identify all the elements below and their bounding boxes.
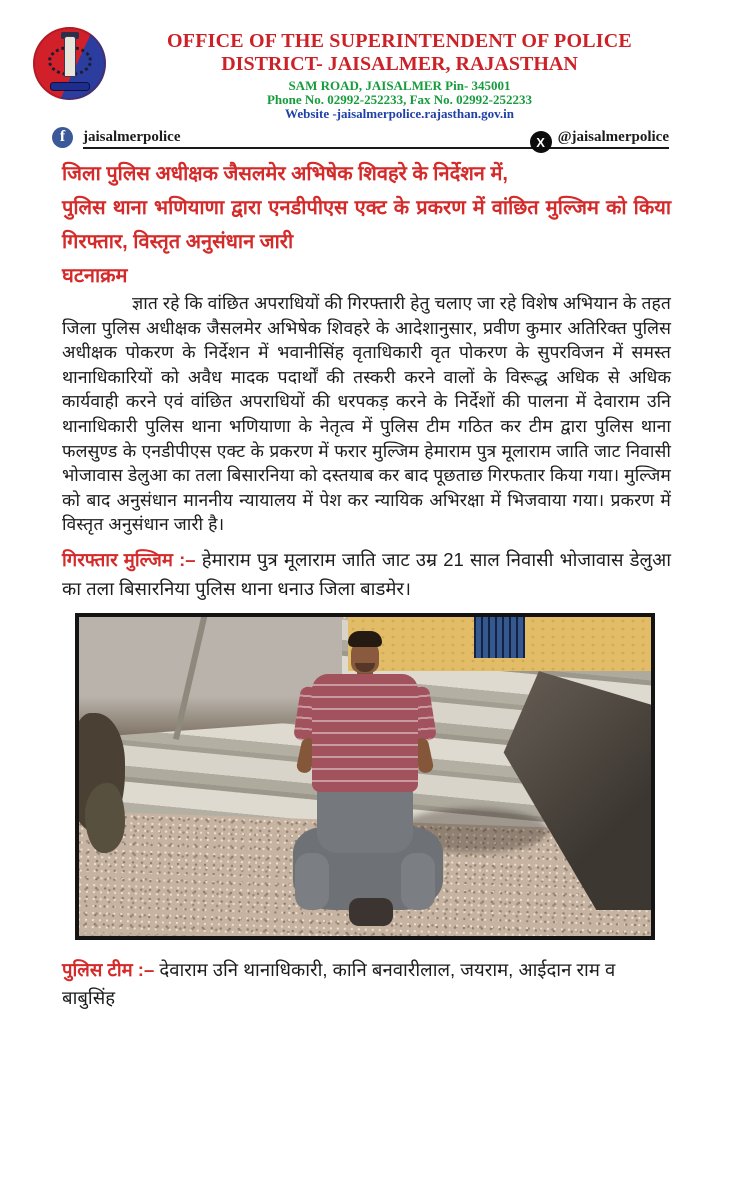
person-right-knee: [401, 853, 435, 910]
person-left-knee: [295, 853, 329, 910]
arrested-accused-label: गिरफ्तार मुल्जिम :–: [62, 548, 196, 570]
facebook-icon[interactable]: f: [52, 127, 73, 148]
accused-photo: [75, 613, 655, 940]
person-foot: [349, 898, 393, 927]
letterhead-text: [0, 29, 729, 121]
logo-pillar: [64, 36, 76, 77]
office-title-line1: OFFICE OF THE SUPERINTENDENT OF POLICE: [167, 30, 632, 52]
social-divider-line: [83, 125, 669, 149]
arrested-accused-text: हेमाराम पुत्र मूलाराम जाति जाट उम्र 21 साल निवासी भोजावास डेलुआ का तला बिसारनिया पुलिस थाना धनाउ जिला बाडमेर।: [62, 548, 671, 599]
person-striped-tshirt: [312, 674, 418, 792]
x-twitter-handle[interactable]: @jaisalmerpolice: [557, 129, 669, 145]
arrested-accused-section: [62, 545, 671, 603]
office-phone-fax: Phone No. 02992-252233, Fax No. 02992-252233: [266, 92, 533, 107]
photo-blue-window-grille: [474, 617, 525, 658]
person-trousers: [317, 783, 413, 853]
police-team-text: देवाराम उनि थानाधिकारी, कानि बनवारीलाल, जयराम, आईदान राम व बाबुसिंह: [62, 958, 616, 1008]
events-paragraph: ज्ञात रहे कि वांछित अपराधियों की गिरफ्तारी हेतु चलाए जा रहे विशेष अभियान के तहत जिला पुलिस अधीक्षक जैसलमेर अभिषेक शिवहरे के आदेशानुसार, प्रवीण कुमार अतिरिक्त पुलिस अधीक्षक पोकरण के निर्देशन में भवानीसिंह वृताधिकारी वृत पोकरण के सुपरविजन में समस्त थानाधिकारियों को अवैध मादक पदार्थों की तस्करी करने वालों के विरूद्ध अधिक से अधिक कार्यवाही करने एवं वांछित अपराधियों की धरपकड़ करने के निर्देशों की पालना में देवाराम उनि थानाधिकारी पुलिस थाना भणियाणा के नेतृत्व में पुलिस टीम गठित कर टीम द्वारा पुलिस थाना फलसुण्ड के एनडीपीएस एक्ट के प्रकरण में फरार मुल्जिम हेमाराम पुत्र मूलाराम जाति जाट निवासी भोजावास डेलुआ का तला बिसारनिया को दस्तयाब कर बाद पूछताछ गिरफतार किया गया। मुल्जिम को बाद अनुसंधान माननीय न्यायालय में पेश कर न्यायिक अभिरक्षा में भिजवाया गया। प्रकरण में विस्तृत अनुसंधान जारी है।: [62, 293, 671, 535]
events-section-heading: घटनाक्रम: [62, 265, 128, 287]
letterhead: [0, 0, 729, 121]
office-address: SAM ROAD, JAISALMER Pin- 345001: [288, 78, 511, 93]
rajasthan-police-logo-icon: [33, 27, 106, 100]
office-title-line2: DISTRICT- JAISALMER, RAJASTHAN: [221, 53, 578, 75]
facebook-handle[interactable]: jaisalmerpolice: [83, 129, 181, 145]
logo-ribbon: [50, 82, 90, 91]
office-website-link[interactable]: Website -jaisalmerpolice.rajasthan.gov.in: [285, 106, 514, 121]
photo-plant: [85, 783, 125, 853]
police-team-label: पुलिस टीम :–: [62, 958, 155, 980]
x-twitter-icon[interactable]: X: [530, 131, 552, 153]
headline-line1: जिला पुलिस अधीक्षक जैसलमेर अभिषेक शिवहरे के निर्देशन में,: [62, 163, 508, 185]
headline: [62, 157, 671, 259]
document-body: [0, 149, 729, 1012]
police-team-section: [62, 956, 671, 1012]
person-hair: [348, 631, 382, 647]
headline-line2: पुलिस थाना भणियाणा द्वारा एनडीपीएस एक्ट के प्रकरण में वांछित मुल्जिम को किया गिरफ्तार, विस्तृत अनुसंधान जारी: [62, 197, 671, 253]
social-media-row: [52, 125, 669, 149]
